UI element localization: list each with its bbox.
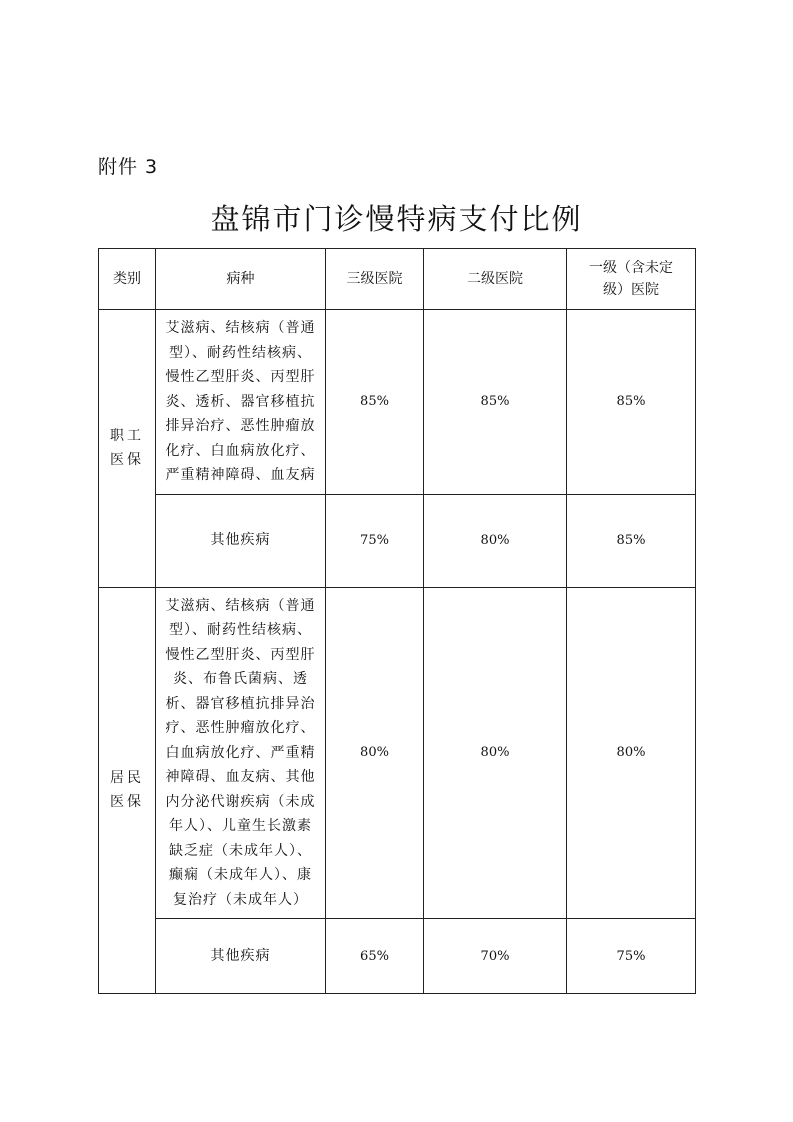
header-category: 类别 [99,249,156,310]
rate-level1: 85% [567,310,696,495]
table-row [99,919,696,994]
rate-level1: 80% [567,587,696,919]
rate-level2: 85% [424,310,567,495]
disease-other-cell: 其他疾病 [156,919,326,994]
attachment-label: 附件 3 [98,156,159,178]
rate-level2: 80% [424,587,567,919]
payment-ratio-table [98,248,696,994]
table-row [99,310,696,495]
disease-other-cell: 其他疾病 [156,494,326,587]
header-level1-hospital: 一级（含未定级）医院 [567,249,696,310]
rate-level3: 75% [326,494,424,587]
table-row [99,587,696,919]
header-disease: 病种 [156,249,326,310]
category-employee-insurance: 职工 医保 [99,310,156,588]
disease-list-cell: 艾滋病、结核病（普通型）、耐药性结核病、慢性乙型肝炎、丙型肝炎、布鲁氏菌病、透析、器官移植抗排异治疗、恶性肿瘤放化疗、白血病放化疗、严重精神障碍、血友病、其他内分泌代谢疾病（未成年人）、儿童生长激素缺乏症（未成年人）、癫痫（未成年人）、康复治疗（未成年人） [156,587,326,919]
table-row [99,494,696,587]
category-resident-insurance: 居民 医保 [99,587,156,994]
rate-level1: 75% [567,919,696,994]
table-header-row [99,249,696,310]
header-level2-hospital: 二级医院 [424,249,567,310]
header-level3-hospital: 三级医院 [326,249,424,310]
document-title: 盘锦市门诊慢特病支付比例 [210,202,583,236]
rate-level2: 70% [424,919,567,994]
rate-level3: 85% [326,310,424,495]
rate-level3: 80% [326,587,424,919]
rate-level1: 85% [567,494,696,587]
disease-list-cell: 艾滋病、结核病（普通型）、耐药性结核病、慢性乙型肝炎、丙型肝炎、透析、器官移植抗排异治疗、恶性肿瘤放化疗、白血病放化疗、严重精神障碍、血友病 [156,310,326,495]
rate-level2: 80% [424,494,567,587]
rate-level3: 65% [326,919,424,994]
